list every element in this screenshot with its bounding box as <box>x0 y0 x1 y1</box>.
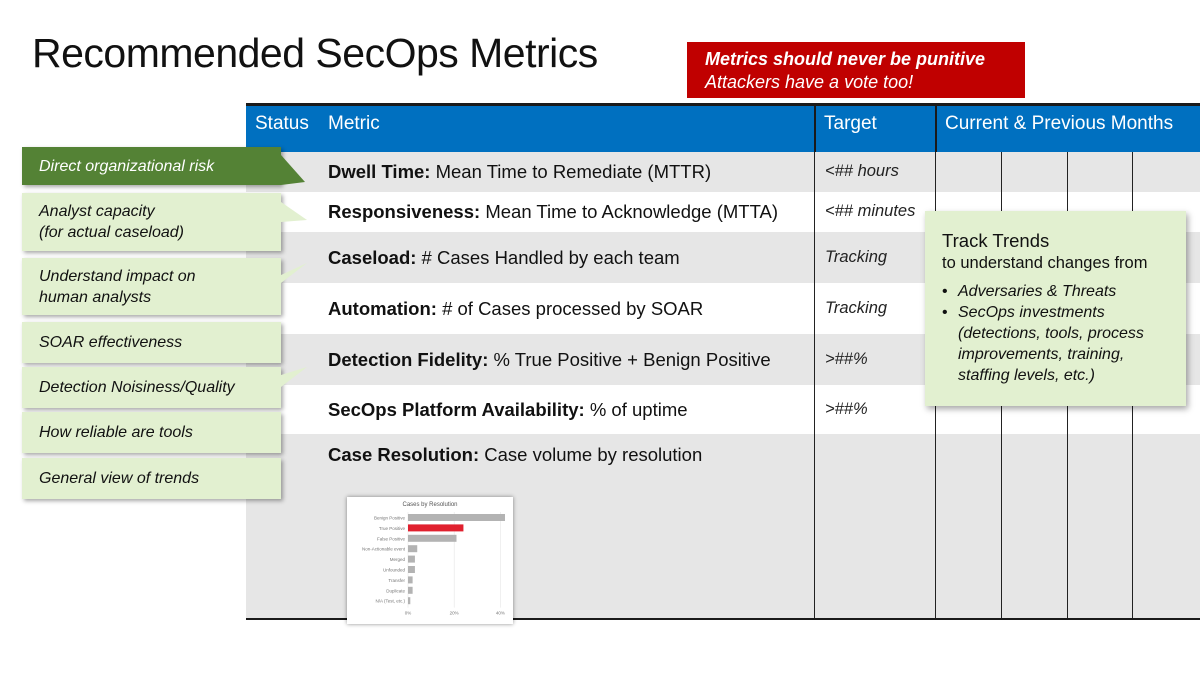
list-item: • SecOps investments (detections, tools, process improvements, training, staffing levels, etc.) <box>958 302 1174 386</box>
header-divider <box>935 106 937 152</box>
callout-pointer <box>281 263 309 285</box>
target-cell: <## minutes <box>825 202 916 220</box>
chart-category-label: Duplicate <box>386 588 405 594</box>
cases-by-resolution-chart <box>347 497 513 624</box>
target-cell: Tracking <box>825 299 888 317</box>
metric-name: Caseload: <box>328 247 417 268</box>
chart-bar <box>408 566 415 573</box>
label-line: human analysts <box>39 288 152 306</box>
warning-line-1: Metrics should never be punitive <box>705 49 986 69</box>
chart-bar <box>408 597 410 604</box>
metric-desc: # of Cases processed by SOAR <box>436 298 704 319</box>
chart-bar <box>408 556 415 563</box>
table-row <box>246 152 1200 192</box>
metric-desc: Mean Time to Acknowledge (MTTA) <box>480 201 779 222</box>
metric-cell <box>328 349 771 371</box>
metric-cell <box>328 399 688 421</box>
callout-pointer <box>281 155 307 185</box>
chart-bar <box>408 576 413 583</box>
chart-bar <box>408 524 463 531</box>
header-months: Current & Previous Months <box>945 113 1174 134</box>
chart-category-label: True Positive <box>378 525 405 531</box>
metric-name: Dwell Time: <box>328 161 431 182</box>
target-cell: <## hours <box>825 162 899 180</box>
target-cell: >##% <box>825 350 868 368</box>
warning-line-2: Attackers have a vote too! <box>705 72 914 92</box>
chart-category-label: N/A (Test, etc.) <box>375 598 405 604</box>
label-human-analysts <box>22 258 281 315</box>
target-cell: Tracking <box>825 248 888 266</box>
header-divider <box>814 106 816 152</box>
metric-cell <box>328 247 680 269</box>
chart-category-label: False Positive <box>376 536 405 542</box>
label-analyst-capacity <box>22 193 281 251</box>
chart-bar <box>408 587 413 594</box>
label-text: How reliable are tools <box>39 424 193 441</box>
chart-category-label: Unfounded <box>382 567 405 573</box>
trends-list <box>942 281 1174 386</box>
chart-tick-label: 40% <box>495 610 505 616</box>
chart-category-label: Non-Actionable event <box>361 546 405 552</box>
list-item: • Adversaries & Threats <box>958 281 1174 302</box>
trends-title: Track Trends <box>942 230 1050 251</box>
label-line: Understand impact on <box>39 267 196 285</box>
header-metric: Metric <box>328 113 380 134</box>
warning-banner <box>687 42 1025 98</box>
metric-name: Detection Fidelity: <box>328 349 489 370</box>
label-soar-effectiveness <box>22 322 281 363</box>
track-trends-callout <box>925 211 1186 406</box>
label-direct-risk <box>22 147 281 185</box>
label-text <box>39 201 184 243</box>
chart-category-label: Merged <box>389 557 405 563</box>
metric-desc: # Cases Handled by each team <box>416 247 680 268</box>
label-text <box>39 266 196 308</box>
chart-canvas <box>347 497 513 624</box>
column-divider <box>814 152 815 618</box>
metric-desc: Mean Time to Remediate (MTTR) <box>430 161 712 182</box>
label-text: Detection Noisiness/Quality <box>39 379 235 396</box>
label-text: General view of trends <box>39 470 200 487</box>
metric-name: Automation: <box>328 298 437 319</box>
chart-bar <box>408 545 417 552</box>
chart-tick-label: 20% <box>449 610 459 616</box>
metric-cell <box>328 161 711 183</box>
label-general-trends <box>22 458 281 499</box>
table-header <box>246 106 1200 152</box>
metric-desc: Case volume by resolution <box>479 444 703 465</box>
page-title: Recommended SecOps Metrics <box>32 30 598 76</box>
metric-cell <box>328 444 702 466</box>
chart-bar <box>408 535 457 542</box>
metric-name: Case Resolution: <box>328 444 480 465</box>
header-status: Status <box>255 113 309 134</box>
label-detection-noisiness <box>22 367 281 408</box>
metric-desc: % of uptime <box>584 399 688 420</box>
label-reliable-tools <box>22 412 281 453</box>
metric-cell <box>328 298 703 320</box>
metric-name: Responsiveness: <box>328 201 481 222</box>
trends-subtitle: to understand changes from <box>942 254 1148 272</box>
callout-pointer <box>281 367 309 389</box>
label-text: SOAR effectiveness <box>39 334 183 351</box>
metric-desc: % True Positive + Benign Positive <box>488 349 771 370</box>
label-line: Analyst capacity <box>39 203 155 220</box>
metric-cell <box>328 201 778 223</box>
chart-tick-label: 0% <box>404 610 412 616</box>
chart-bar <box>408 514 505 521</box>
chart-category-label: Transfer <box>388 577 405 583</box>
label-line: (for actual caseload) <box>39 224 184 241</box>
metric-name: SecOps Platform Availability: <box>328 399 585 420</box>
header-target: Target <box>824 113 877 134</box>
label-text: Direct organizational risk <box>39 157 215 175</box>
target-cell: >##% <box>825 400 868 418</box>
chart-title: Cases by Resolution <box>402 502 458 508</box>
chart-category-label: Benign Positive <box>373 515 405 521</box>
callout-pointer <box>281 202 309 224</box>
